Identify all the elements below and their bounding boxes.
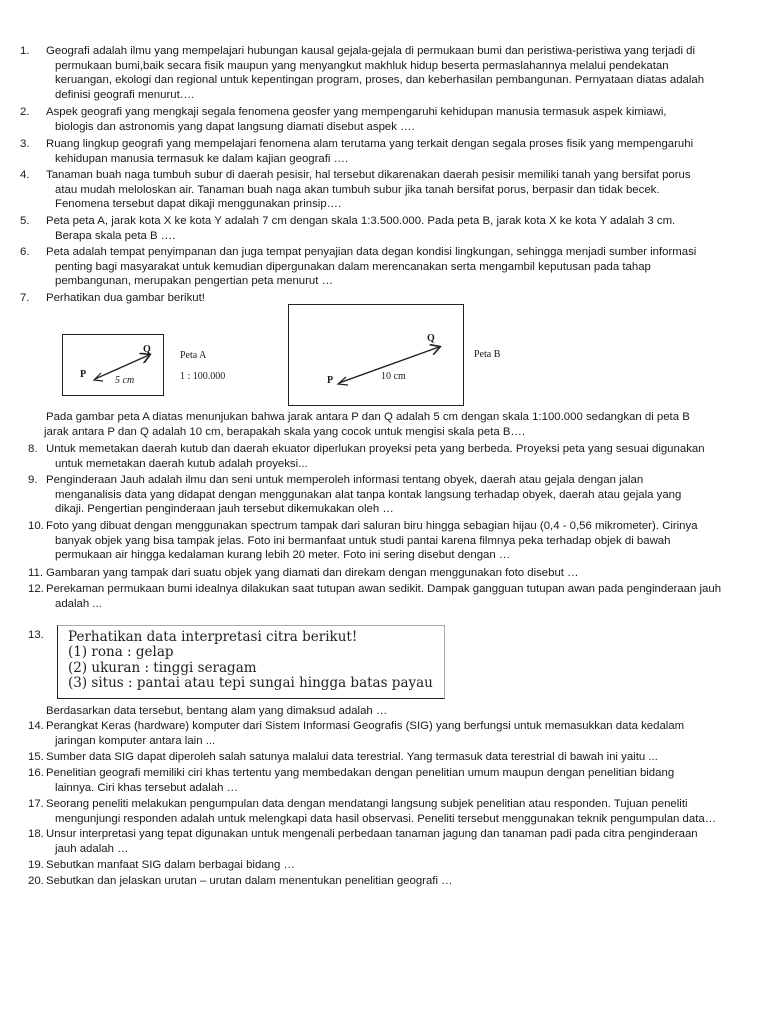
box-item-situs: (3) situs : pantai atau tepi sungai hingga batas payau bbox=[68, 675, 433, 692]
question-text-line: Gambaran yang tampak dari suatu objek yang diamati dan direkam dengan menggunakan foto disebut … bbox=[46, 567, 579, 579]
question-text-line: kehidupan manusia termasuk ke dalam kajian geografi …. bbox=[55, 152, 349, 165]
question-text-line: Unsur interpretasi yang tepat digunakan untuk mengenali perbedaan tanaman jagung dan tanaman padi pada citra penginderaan bbox=[46, 828, 698, 840]
question-text-line: Sumber data SIG dapat diperoleh salah satunya malalui data terestrial. Yang termasuk data terestrial di bawah ini yaitu ... bbox=[46, 751, 658, 763]
question-text-line: Penelitian geografi memiliki ciri khas tertentu yang membedakan dengan penelitian umum maupun dengan penelitian bidang bbox=[46, 767, 675, 779]
question-text-line: untuk memetakan daerah kutub adalah proyeksi... bbox=[55, 457, 308, 470]
question-text-line: definisi geografi menurut…. bbox=[55, 88, 195, 101]
question-text-line: jarak antara P dan Q adalah 10 cm, berapakah skala yang cocok untuk mengisi skala peta B…. bbox=[44, 425, 526, 438]
map-a-figure bbox=[62, 334, 164, 396]
map-a-point-q: Q bbox=[143, 344, 151, 355]
question-text-line: atau mudah meloloskan air. Tanaman buah naga akan tumbuh subur jika tanah bersifat porus, berpasir dan tidak becek. bbox=[55, 183, 660, 196]
question-number: 19. bbox=[28, 859, 44, 871]
question-number: 9. bbox=[28, 474, 38, 486]
question-text-line: Foto yang dibuat dengan menggunakan spectrum tampak dari saluran biru hingga sebagian hijau (0,4 - 0,56 mikrometer). Cirinya bbox=[46, 520, 698, 532]
question-text-line: jaringan komputer antara lain ... bbox=[55, 734, 216, 747]
question-text-line: mengunjungi responden adalah untuk melengkapi data hasil observasi. Peneliti tersebut menggunakan teknik pengumpulan data… bbox=[55, 812, 717, 825]
question-text-line: Peta peta A, jarak kota X ke kota Y adalah 7 cm dengan skala 1:3.500.000. Pada peta B, jarak kota X ke kota Y adalah 3 cm. bbox=[46, 215, 676, 227]
question-text-line: menganalisis data yang didapat dengan menggunakan alat tanpa kontak langsung terhadap obyek, daerah atau gejala yang bbox=[55, 488, 682, 501]
question-number: 14. bbox=[28, 720, 44, 732]
question-text-line: lainnya. Ciri khas tersebut adalah … bbox=[55, 781, 238, 794]
map-b-arrow bbox=[289, 305, 463, 405]
question-number: 16. bbox=[28, 767, 44, 779]
question-number: 12. bbox=[28, 583, 44, 595]
map-b-title: Peta B bbox=[474, 349, 501, 360]
question-text-line: Seorang peneliti melakukan pengumpulan data dengan mendatangi langsung subjek penelitian atau responden. Tujuan peneliti bbox=[46, 798, 688, 810]
question-text-line: Berdasarkan data tersebut, bentang alam yang dimaksud adalah … bbox=[46, 705, 388, 717]
question-text-line: Pada gambar peta A diatas menunjukan bahwa jarak antara P dan Q adalah 5 cm dengan skala 1:100.000 sedangkan di peta B bbox=[46, 411, 690, 423]
question-number: 10. bbox=[28, 520, 44, 532]
question-text-line: Peta adalah tempat penyimpanan dan juga tempat penyajian data degan kondisi lingkungan, sehingga menjadi sumber informasi bbox=[46, 246, 697, 258]
map-a-scale: 1 : 100.000 bbox=[180, 371, 226, 382]
question-text-line: Aspek geografi yang mengkaji segala fenomena geosfer yang mempengaruhi kehidupan manusia termasuk aspek kimiawi, bbox=[46, 106, 667, 118]
question-text-line: Geografi adalah ilmu yang mempelajari hubungan kausal gejala-gejala di permukaan bumi dan peristiwa-peristiwa yang terjadi di bbox=[46, 45, 696, 57]
map-a-title: Peta A bbox=[180, 350, 207, 361]
interpretation-data-box bbox=[57, 625, 445, 699]
question-text-line: penting bagi masyarakat untuk kemudian dipergunakan dalam merencanakan serta mengambil keputusan pada tahap bbox=[55, 260, 651, 273]
question-text-line: pembangunan, merupakan pengertian peta menurut … bbox=[55, 275, 333, 288]
question-number: 2. bbox=[20, 106, 30, 118]
question-text-line: permukaan air hingga kedalaman kurang lebih 20 meter. Foto ini sering disebut dengan … bbox=[55, 549, 511, 562]
question-text-line: Perhatikan dua gambar berikut! bbox=[46, 292, 205, 304]
question-text-line: dikaji. Pengertian penginderaan jauh tersebut dikemukakan oleh … bbox=[55, 503, 394, 516]
question-number: 4. bbox=[20, 169, 30, 181]
box-heading: Perhatikan data interpretasi citra berikut! bbox=[68, 629, 358, 645]
question-text-line: jauh adalah … bbox=[55, 842, 129, 855]
question-number: 7. bbox=[20, 292, 30, 304]
question-number: 11. bbox=[28, 567, 43, 579]
question-text-line: Ruang lingkup geografi yang mempelajari fenomena alam terutama yang terkait dengan segala proses fisik yang mempengaruhi bbox=[46, 138, 694, 150]
question-number: 8. bbox=[28, 443, 38, 455]
question-text-line: adalah ... bbox=[55, 597, 102, 610]
question-number: 13. bbox=[28, 629, 44, 641]
map-a-point-p: P bbox=[80, 369, 87, 380]
question-text-line: Sebutkan dan jelaskan urutan – urutan dalam menentukan penelitian geografi … bbox=[46, 875, 453, 887]
question-text-line: biologis dan astronomis yang dapat langsung diamati disebut aspek …. bbox=[55, 120, 415, 133]
question-text-line: banyak objek yang bisa tampak jelas. Foto ini bermanfaat untuk studi pantai karena filmnya peka terhadap objek di bawah bbox=[55, 534, 671, 547]
box-item-rona: (1) rona : gelap bbox=[68, 644, 174, 661]
map-b-figure bbox=[288, 304, 464, 406]
question-number: 18. bbox=[28, 828, 44, 840]
question-number: 1. bbox=[20, 45, 30, 57]
question-number: 17. bbox=[28, 798, 44, 810]
question-text-line: Untuk memetakan daerah kutub dan daerah ekuator diperlukan proyeksi peta yang berbeda. Proyeksi peta yang sesuai digunakan bbox=[46, 443, 705, 455]
map-b-distance: 10 cm bbox=[381, 371, 406, 382]
question-number: 15. bbox=[28, 751, 44, 763]
question-text-line: Sebutkan manfaat SIG dalam berbagai bidang … bbox=[46, 859, 295, 871]
question-text-line: keruangan, ekologi dan regional untuk kepentingan program, proses, dan keberhasilan pembangunan. Pernyataan diatas adalah bbox=[55, 74, 705, 87]
map-b-point-q: Q bbox=[427, 333, 435, 344]
question-text-line: Perekaman permukaan bumi idealnya dilakukan saat tutupan awan sedikit. Dampak gangguan tutupan awan pada penginderaan jauh bbox=[46, 583, 722, 595]
question-text-line: Berapa skala peta B …. bbox=[55, 229, 176, 242]
box-item-ukuran: (2) ukuran : tinggi seragam bbox=[68, 659, 257, 676]
question-number: 20. bbox=[28, 875, 44, 887]
question-number: 3. bbox=[20, 138, 30, 150]
map-a-distance: 5 cm bbox=[115, 375, 135, 386]
question-number: 5. bbox=[20, 215, 30, 227]
question-number: 6. bbox=[20, 246, 30, 258]
question-text-line: Penginderaan Jauh adalah ilmu dan seni untuk memperoleh informasi tentang obyek, daerah atau gejala dengan jalan bbox=[46, 474, 644, 486]
question-text-line: Tanaman buah naga tumbuh subur di daerah pesisir, hal tersebut dikarenakan daerah pesisir memiliki tanah yang bersifat porus bbox=[46, 169, 691, 181]
map-b-point-p: P bbox=[327, 375, 334, 386]
question-text-line: Perangkat Keras (hardware) komputer dari Sistem Informasi Geografis (SIG) yang berfungsi untuk memasukkan data kedalam bbox=[46, 720, 685, 732]
question-text-line: Fenomena tersebut dapat dikaji menggunakan prinsip…. bbox=[55, 198, 342, 211]
question-text-line: permukaan bumi,baik secara fisik maupun yang menyangkut makhluk hidup beserta permaslahannya melalui pendekatan bbox=[55, 59, 669, 72]
